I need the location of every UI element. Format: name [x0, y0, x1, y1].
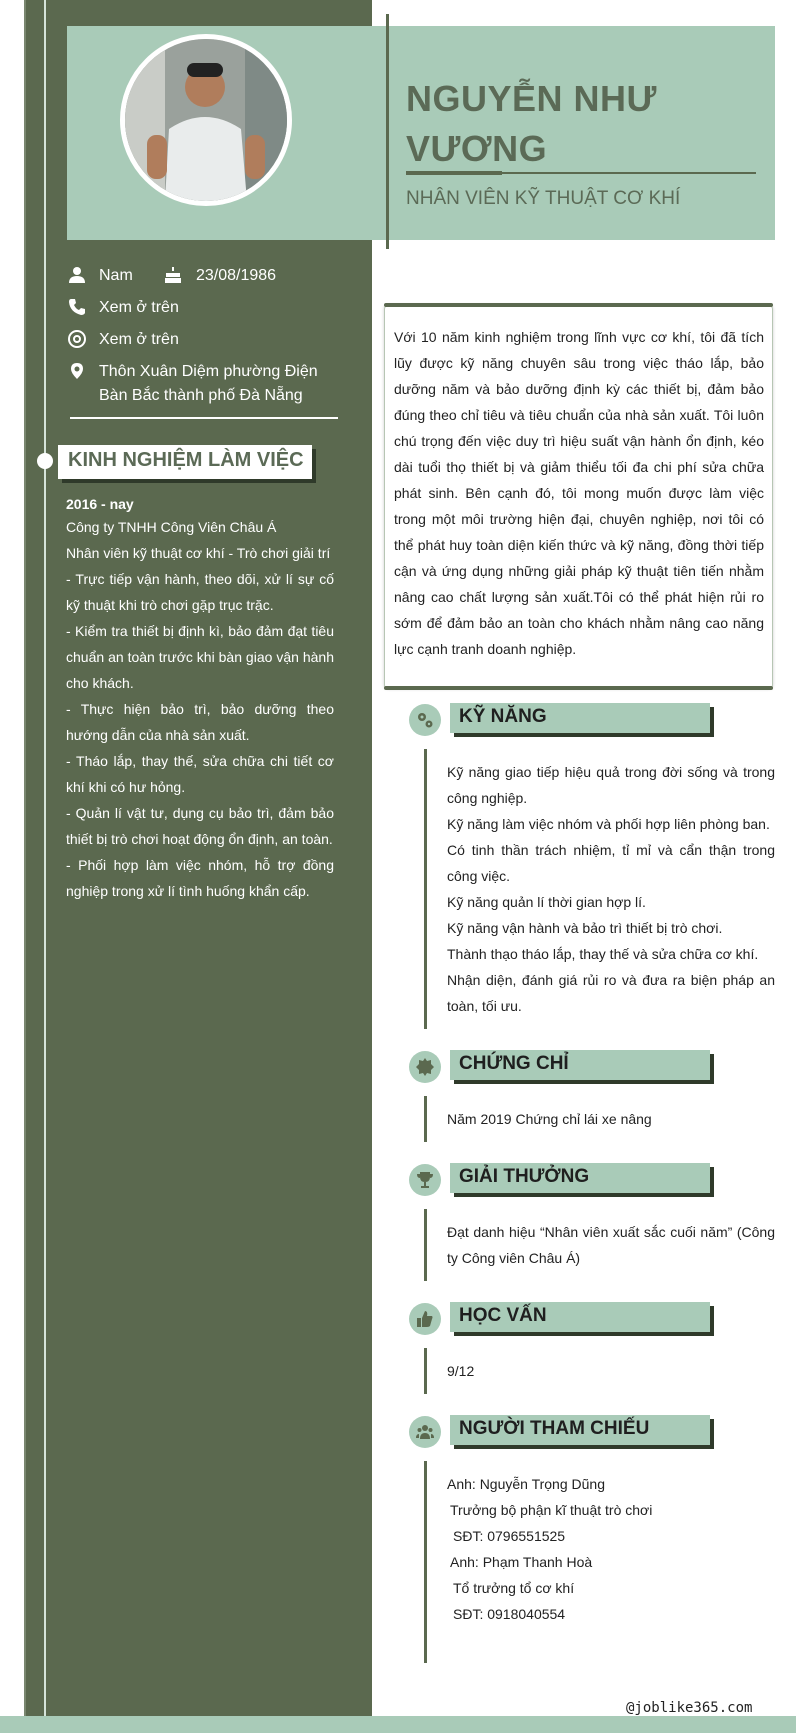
timeline-line — [44, 0, 46, 1733]
experience-duty: - Tháo lắp, thay thế, sửa chữa chi tiết cơ khí khi có hư hỏng. — [66, 753, 334, 795]
experience-position: Nhân viên kỹ thuật cơ khí - Trò chơi giải trí — [66, 545, 331, 561]
references-title: NGƯỜI THAM CHIẾU — [459, 1418, 650, 1439]
skill-item: Kỹ năng giao tiếp hiệu quả trong đời sống và trong công nghiệp. — [447, 764, 775, 806]
reference-line: SĐT: 0796551525 — [453, 1528, 566, 1544]
certificates-line — [424, 1096, 427, 1142]
name-divider-accent — [406, 171, 502, 175]
timeline-dot — [37, 453, 53, 469]
experience-duty: - Thực hiện bảo trì, bảo dưỡng theo hướng dẫn của nhà sản xuất. — [66, 701, 334, 743]
users-icon — [409, 1416, 441, 1448]
gender-value: Nam — [99, 267, 133, 284]
skill-item: Kỹ năng làm việc nhóm và phối hợp liên phòng ban. — [447, 816, 770, 832]
header-divider — [386, 14, 389, 249]
address-value: Thôn Xuân Diệm phường Điện Bàn Bắc thành phố Đà Nẵng — [99, 363, 318, 404]
skill-item: Có tinh thần trách nhiệm, tỉ mỉ và cẩn thận trong công việc. — [447, 842, 775, 884]
reference-line: Anh: Phạm Thanh Hoà — [450, 1554, 593, 1570]
certificates-title: CHỨNG CHỈ — [459, 1053, 569, 1074]
email-value: Xem ở trên — [99, 331, 179, 348]
experience-title: KINH NGHIỆM LÀM VIỆC — [68, 449, 304, 471]
avatar — [120, 34, 292, 206]
phone-value: Xem ở trên — [99, 299, 179, 316]
skills-line — [424, 749, 427, 1029]
phone-icon — [68, 298, 86, 316]
footer-band — [0, 1716, 796, 1733]
reference-line: Trưởng bộ phận kĩ thuật trò chơi — [450, 1502, 653, 1518]
experience-period: 2016 - nay — [66, 496, 134, 512]
education-line — [424, 1348, 427, 1394]
candidate-name: NGUYỄN NHƯ VƯƠNG — [406, 78, 657, 169]
at-icon — [68, 330, 86, 348]
reference-line: Tổ trưởng tổ cơ khí — [453, 1580, 575, 1596]
reference-line: Anh: Nguyễn Trọng Dũng — [447, 1476, 605, 1492]
certificate-item: Năm 2019 Chứng chỉ lái xe nâng — [447, 1111, 652, 1127]
awards-line — [424, 1209, 427, 1281]
summary-bottom-border — [384, 686, 773, 690]
experience-duty: - Kiểm tra thiết bị định kì, bảo đảm đạt tiêu chuẩn an toàn trước khi bàn giao vận hành cho khách. — [66, 623, 334, 691]
info-divider — [70, 417, 338, 419]
reference-line: SĐT: 0918040554 — [453, 1606, 566, 1622]
cake-icon — [164, 266, 182, 284]
education-title: HỌC VẤN — [459, 1305, 547, 1326]
skill-item: Nhận diện, đánh giá rủi ro và đưa ra biện pháp an toàn, tối ưu. — [447, 972, 775, 1014]
location-pin-icon — [68, 362, 86, 380]
watermark: @joblike365.com — [626, 1700, 753, 1716]
experience-duty: - Phối hợp làm việc nhóm, hỗ trợ đồng nghiệp trong xử lí tình huống khẩn cấp. — [66, 857, 334, 899]
skill-item: Kỹ năng vận hành và bảo trì thiết bị trò chơi. — [447, 920, 723, 936]
skills-title: KỸ NĂNG — [459, 706, 547, 727]
job-title: NHÂN VIÊN KỸ THUẬT CƠ KHÍ — [406, 188, 681, 209]
gears-icon — [409, 704, 441, 736]
award-item: Đạt danh hiệu “Nhân viên xuất sắc cuối năm” (Công ty Công viên Châu Á) — [447, 1224, 775, 1266]
trophy-icon — [409, 1164, 441, 1196]
education-item: 9/12 — [447, 1363, 475, 1379]
experience-company: Công ty TNHH Công Viên Châu Á — [66, 519, 277, 535]
summary-top-border — [384, 303, 773, 307]
birthday-value: 23/08/1986 — [196, 267, 277, 284]
summary-text: Với 10 năm kinh nghiệm trong lĩnh vực cơ khí, tôi đã tích lũy được kỹ năng chuyên sâu trong việc tháo lắp, bảo dưỡng năm và bảo dưỡng định kỳ các thiết bị, đảm bảo đúng theo chỉ tiêu và tiêu chuẩn của nhà sản xuất. Tôi luôn chú trọng đến việc duy trì hiệu suất vận hành ổn định, kéo dài tuổi thọ thiết bị và giảm thiểu tối đa chi phí sửa chữa phát sinh. Bên cạnh đó, tôi mong muốn được làm việc trong một môi trường hiện đại, chuyên nghiệp, nơi tôi có thể phát huy toàn diện kiến thức và kỹ năng, đồng thời tiếp cận và ứng dụng những giải pháp kỹ thuật tiên tiến nhằm nâng cao chất lượng sản xuất.Tôi có thể phát hiện rủi ro sớm để đảm bảo an toàn cho khách nhằm nâng cao năng lực cạnh tranh doanh nghiệp. — [394, 329, 764, 657]
experience-duty: - Trực tiếp vận hành, theo dõi, xử lí sự cố kỹ thuật khi trò chơi gặp trục trặc. — [66, 571, 334, 613]
thumbs-up-icon — [409, 1303, 441, 1335]
experience-duty: - Quản lí vật tư, dụng cụ bảo trì, đảm bảo thiết bị trò chơi hoạt động ổn định, an toàn. — [66, 805, 334, 847]
skill-item: Thành thạo tháo lắp, thay thế và sửa chữa cơ khí. — [447, 946, 759, 962]
references-line — [424, 1461, 427, 1663]
badge-icon — [409, 1051, 441, 1083]
skill-item: Kỹ năng quản lí thời gian hợp lí. — [447, 894, 646, 910]
awards-title: GIẢI THƯỞNG — [459, 1166, 590, 1187]
sidebar-edge-line — [24, 0, 26, 1733]
user-icon — [68, 266, 86, 284]
